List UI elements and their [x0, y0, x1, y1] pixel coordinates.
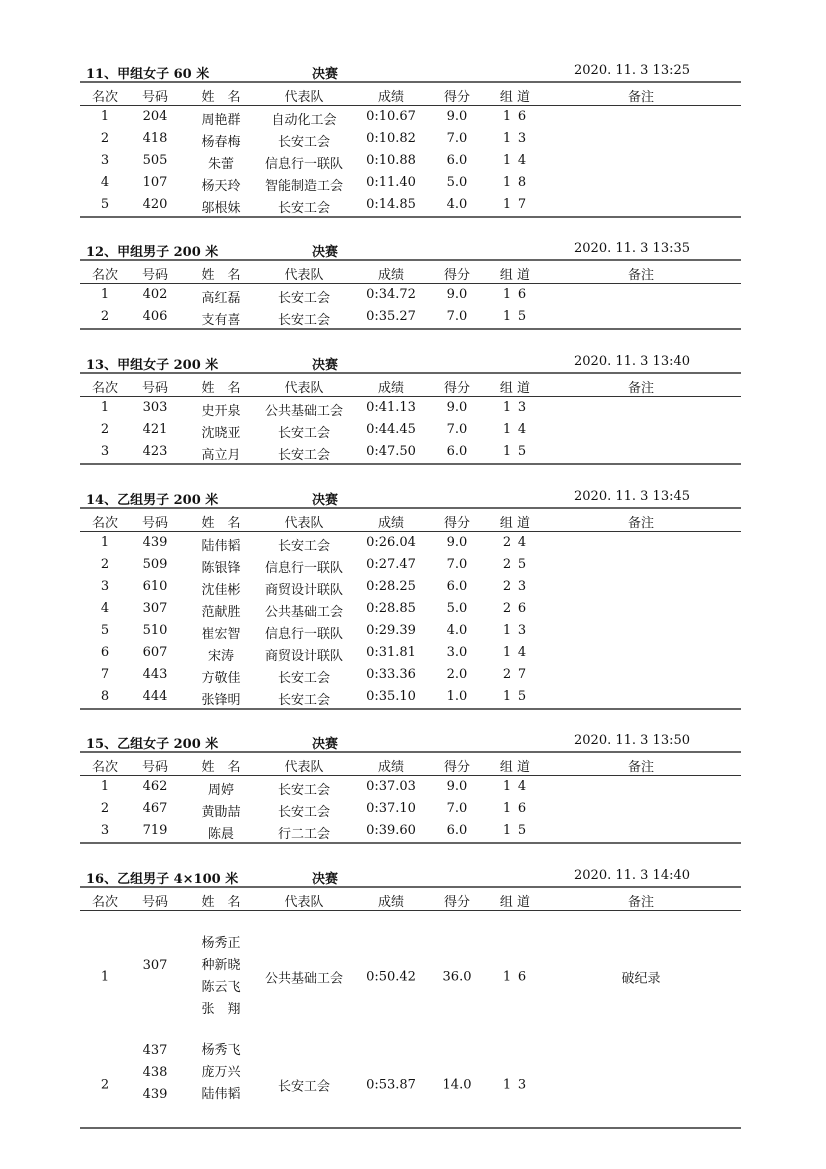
col-team: 代表队 [284, 268, 324, 283]
relay-row [80, 911, 741, 1041]
col-score: 成绩 [377, 895, 405, 910]
event-title: 13、甲组女子 200 米 [86, 358, 219, 373]
table-body [80, 776, 741, 842]
table-body [80, 106, 741, 216]
table-row: 8 444 张锋明 长安工会 0:35.10 1.0 1 5 [100, 689, 527, 708]
event-stage: 决赛 [312, 67, 339, 82]
table-header [80, 753, 741, 775]
table-header [80, 374, 741, 396]
event-section-16 [80, 866, 741, 1129]
col-score: 成绩 [377, 516, 405, 531]
col-note: 备注 [627, 760, 655, 775]
relay-names: 杨秀正 种新晓 陈云飞 张 翔 [201, 936, 241, 1017]
table-row: 1 462 周婷 长安工会 0:37.03 9.0 1 4 [100, 779, 527, 798]
table-header [80, 509, 741, 531]
col-note: 备注 [627, 381, 655, 396]
col-score: 成绩 [377, 268, 405, 283]
event-title: 12、甲组男子 200 米 [86, 245, 219, 260]
col-points: 得分 [443, 516, 471, 531]
col-note: 备注 [627, 268, 655, 283]
col-rank: 名次 [91, 268, 119, 283]
col-group-lane: 组 道 [499, 895, 531, 910]
col-group-lane: 组 道 [499, 516, 531, 531]
table-row: 2 509 陈银锋 信息行一联队 0:27.47 7.0 2 5 [100, 557, 527, 576]
col-note: 备注 [627, 90, 655, 105]
relay-score: 0:53.87 [366, 1077, 416, 1093]
event-title: 15、乙组女子 200 米 [86, 737, 219, 752]
col-points: 得分 [443, 895, 471, 910]
relay-rank: 1 [100, 969, 110, 985]
table-row: 4 307 范献胜 公共基础工会 0:28.85 5.0 2 6 [100, 601, 527, 620]
col-team: 代表队 [284, 90, 324, 105]
table-row: 2 406 支有喜 长安工会 0:35.27 7.0 1 5 [100, 309, 527, 328]
table-row: 3 610 沈佳彬 商贸设计联队 0:28.25 6.0 2 3 [100, 579, 527, 598]
relay-score: 0:50.42 [366, 969, 416, 985]
col-number: 号码 [141, 516, 169, 531]
divider [80, 216, 741, 218]
col-name: 姓 名 [201, 516, 241, 531]
relay-group: 1 [502, 1077, 512, 1093]
event-title: 16、乙组男子 4×100 米 [86, 872, 239, 887]
col-group-lane: 组 道 [499, 760, 531, 775]
relay-numbers: 307 [142, 958, 168, 973]
relay-points: 14.0 [442, 1077, 472, 1093]
event-title: 11、甲组女子 60 米 [86, 67, 210, 82]
col-rank: 名次 [91, 760, 119, 775]
table-row: 7 443 方敬佳 长安工会 0:33.36 2.0 2 7 [100, 667, 527, 686]
table-row: 5 510 崔宏智 信息行一联队 0:29.39 4.0 1 3 [100, 623, 527, 642]
table-header [80, 888, 741, 910]
event-title: 14、乙组男子 200 米 [86, 493, 219, 508]
relay-rank: 2 [100, 1077, 110, 1093]
col-number: 号码 [141, 268, 169, 283]
event-section-11 [80, 61, 741, 218]
col-number: 号码 [141, 381, 169, 396]
col-rank: 名次 [91, 381, 119, 396]
col-points: 得分 [443, 381, 471, 396]
relay-lane: 3 [517, 1077, 527, 1093]
col-team: 代表队 [284, 381, 324, 396]
relay-note: 破纪录 [621, 971, 661, 987]
col-number: 号码 [141, 895, 169, 910]
col-group-lane: 组 道 [499, 381, 531, 396]
table-row: 6 607 宋涛 商贸设计联队 0:31.81 3.0 1 4 [100, 645, 527, 664]
table-row: 1 204 周艳群 自动化工会 0:10.67 9.0 1 6 [100, 109, 527, 128]
relay-team: 长安工会 [277, 1079, 331, 1095]
table-row: 2 467 黄勖喆 长安工会 0:37.10 7.0 1 6 [100, 801, 527, 820]
table-header [80, 261, 741, 283]
col-score: 成绩 [377, 90, 405, 105]
table-body [80, 284, 741, 328]
event-datetime: 2020. 11. 3 13:25 [574, 63, 691, 78]
col-score: 成绩 [377, 381, 405, 396]
event-stage: 决赛 [312, 737, 339, 752]
col-note: 备注 [627, 895, 655, 910]
col-group-lane: 组 道 [499, 90, 531, 105]
relay-group: 1 [502, 969, 512, 985]
event-stage: 决赛 [312, 358, 339, 373]
col-rank: 名次 [91, 895, 119, 910]
col-name: 姓 名 [201, 268, 241, 283]
table-row: 1 439 陆伟韬 长安工会 0:26.04 9.0 2 4 [100, 535, 527, 554]
event-stage: 决赛 [312, 872, 339, 887]
table-body [80, 397, 741, 463]
relay-numbers: 437 438 439 [142, 1043, 168, 1102]
table-row: 3 423 高立月 长安工会 0:47.50 6.0 1 5 [100, 444, 527, 463]
col-rank: 名次 [91, 90, 119, 105]
event-section-12 [80, 239, 741, 330]
table-row: 4 107 杨天玲 智能制造工会 0:11.40 5.0 1 8 [100, 175, 527, 194]
table-row: 3 719 陈晨 行二工会 0:39.60 6.0 1 5 [100, 823, 527, 842]
col-team: 代表队 [284, 516, 324, 531]
col-team: 代表队 [284, 760, 324, 775]
col-points: 得分 [443, 760, 471, 775]
col-score: 成绩 [377, 760, 405, 775]
table-row: 2 421 沈晓亚 长安工会 0:44.45 7.0 1 4 [100, 422, 527, 441]
divider [80, 463, 741, 465]
divider [80, 1127, 741, 1129]
table-row: 1 402 高红磊 长安工会 0:34.72 9.0 1 6 [100, 287, 527, 306]
col-points: 得分 [443, 268, 471, 283]
table-row: 2 418 杨春梅 长安工会 0:10.82 7.0 1 3 [100, 131, 527, 150]
col-group-lane: 组 道 [499, 268, 531, 283]
event-section-15 [80, 731, 741, 844]
col-name: 姓 名 [201, 760, 241, 775]
event-stage: 决赛 [312, 245, 339, 260]
col-team: 代表队 [284, 895, 324, 910]
col-name: 姓 名 [201, 90, 241, 105]
col-rank: 名次 [91, 516, 119, 531]
relay-points: 36.0 [442, 969, 472, 985]
event-section-14 [80, 487, 741, 710]
event-section-13 [80, 352, 741, 465]
relay-lane: 6 [517, 969, 527, 985]
divider [80, 328, 741, 330]
table-row: 1 303 史开泉 公共基础工会 0:41.13 9.0 1 3 [100, 400, 527, 419]
event-stage: 决赛 [312, 493, 339, 508]
table-row: 5 420 邬根妹 长安工会 0:14.85 4.0 1 7 [100, 197, 527, 216]
event-datetime: 2020. 11. 3 13:50 [574, 733, 691, 748]
col-name: 姓 名 [201, 895, 241, 910]
relay-team: 公共基础工会 [264, 971, 344, 987]
table-body [80, 532, 741, 708]
event-datetime: 2020. 11. 3 13:40 [574, 354, 691, 369]
relay-row [80, 1041, 741, 1127]
divider [80, 842, 741, 844]
col-number: 号码 [141, 760, 169, 775]
divider [80, 708, 741, 710]
relay-names: 杨秀飞 庞万兴 陆伟韬 [201, 1043, 241, 1102]
table-header [80, 83, 741, 105]
col-note: 备注 [627, 516, 655, 531]
event-datetime: 2020. 11. 3 13:35 [574, 241, 691, 256]
col-points: 得分 [443, 90, 471, 105]
event-datetime: 2020. 11. 3 14:40 [574, 868, 691, 883]
col-number: 号码 [141, 90, 169, 105]
table-row: 3 505 朱蕾 信息行一联队 0:10.88 6.0 1 4 [100, 153, 527, 172]
col-name: 姓 名 [201, 381, 241, 396]
event-datetime: 2020. 11. 3 13:45 [574, 489, 691, 504]
